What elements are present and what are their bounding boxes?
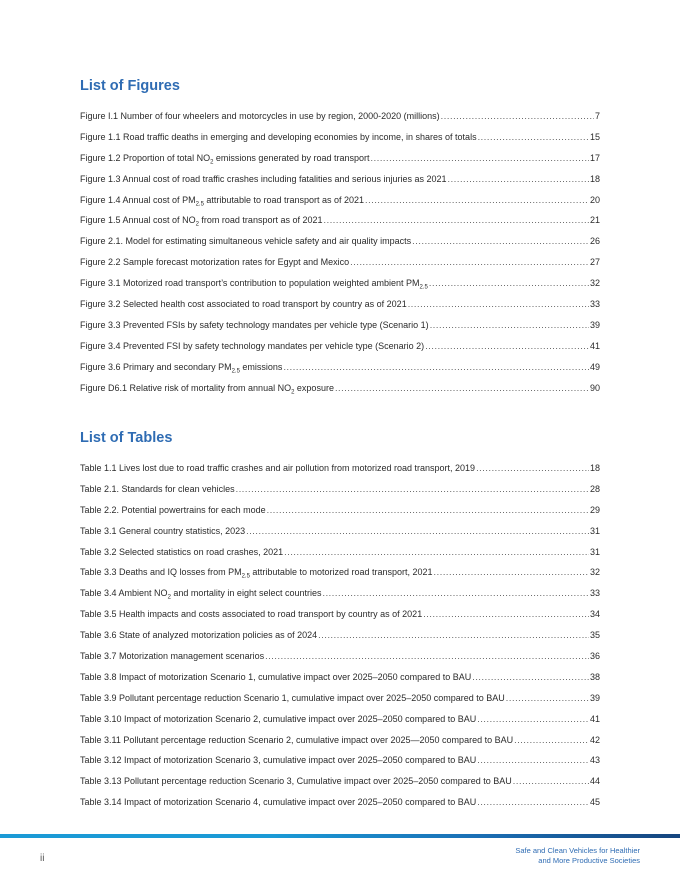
entry-text: Figure 2.1. Model for estimating simultaneous vehicle safety and air quality impacts: [80, 236, 412, 247]
entry-text: Table 3.1 General country statistics, 2023: [80, 525, 246, 536]
entry-text: Figure 1.3 Annual cost of road traffic crashes including fatalities and serious injuries as 2021: [80, 173, 447, 184]
figure-entry[interactable]: [80, 152, 600, 173]
table-entry[interactable]: [80, 775, 600, 796]
table-entry-page-number: 31: [589, 546, 600, 557]
entry-text: Table 2.2. Potential powertrains for each mode: [80, 504, 266, 515]
figure-entry[interactable]: [80, 319, 600, 340]
figure-entry-page-number: 33: [589, 299, 600, 310]
entry-text: Figure I.1 Number of four wheelers and motorcycles in use by region, 2000-2020 (millions): [80, 111, 440, 121]
dot-leader: [324, 214, 589, 226]
table-entry-label: [80, 546, 283, 558]
dot-leader: [434, 566, 589, 578]
table-entry-page-number: 38: [589, 671, 600, 682]
table-entry-label: [80, 504, 266, 516]
figure-entry-page-number: 32: [589, 278, 600, 289]
dot-leader: [477, 796, 589, 808]
entry-text: Table 3.14 Impact of motorization Scenario 4, cumulative impact over 2025–2050 compared to BAU: [80, 797, 477, 808]
dot-leader: [408, 298, 589, 310]
page-number: ii: [40, 853, 45, 864]
running-title-line-2: and More Productive Societies: [538, 855, 640, 865]
entry-text-continued: and mortality in eight select countries: [170, 588, 322, 599]
entry-text-continued: emissions generated by road transport: [213, 152, 370, 163]
entry-text: Table 3.4 Ambient NO: [80, 588, 168, 599]
entry-text: Table 3.10 Impact of motorization Scenario 2, cumulative impact over 2025–2050 compared to BAU: [80, 713, 477, 724]
table-entry[interactable]: [80, 587, 600, 608]
table-entry-page-number: 32: [589, 567, 600, 578]
dot-leader: [425, 340, 589, 352]
table-entry-label: [80, 754, 476, 766]
entry-text: Table 3.9 Pollutant percentage reduction Scenario 1, cumulative impact over 2025–2050 compared to BAU: [80, 692, 505, 703]
dot-leader: [284, 546, 589, 558]
figure-entry[interactable]: [80, 173, 600, 194]
dot-leader: [477, 754, 589, 766]
table-entry[interactable]: [80, 525, 600, 546]
table-entry-label: [80, 608, 422, 620]
dot-leader: [472, 671, 589, 683]
table-entry-page-number: 43: [589, 755, 600, 766]
list-of-tables-heading: List of Tables: [80, 430, 173, 446]
dot-leader: [322, 587, 589, 599]
dot-leader: [412, 235, 589, 247]
entry-text: Table 1.1 Lives lost due to road traffic crashes and air pollution from motorized road transport, 2019: [80, 463, 476, 473]
figure-entry[interactable]: [80, 340, 600, 361]
footer-color-bar: [0, 834, 680, 838]
table-entry[interactable]: [80, 734, 600, 755]
figure-entry[interactable]: [80, 110, 600, 131]
table-entry[interactable]: [80, 566, 600, 587]
entry-text: Figure 2.2 Sample forecast motorization rates for Egypt and Mexico: [80, 257, 350, 268]
figure-entry-label: [80, 235, 411, 247]
entry-text-continued: emissions: [239, 361, 283, 372]
entry-text: Figure 3.2 Selected health cost associated to road transport by country as of 2021: [80, 299, 407, 310]
entry-text: Table 3.12 Impact of motorization Scenario 3, cumulative impact over 2025–2050 compared to BAU: [80, 755, 477, 766]
dot-leader: [476, 462, 589, 474]
dot-leader: [448, 173, 589, 185]
figure-entry-label: [80, 152, 370, 169]
table-entry-page-number: 36: [589, 651, 600, 662]
table-entry[interactable]: [80, 462, 600, 483]
figure-entry-label: [80, 131, 477, 143]
dot-leader: [477, 713, 589, 725]
table-entry-page-number: 39: [589, 692, 600, 703]
table-entry-page-number: 33: [589, 588, 600, 599]
dot-leader: [430, 319, 589, 331]
figure-entry-label: [80, 298, 407, 310]
dot-leader: [318, 629, 589, 641]
table-entry[interactable]: [80, 608, 600, 629]
table-entry[interactable]: [80, 483, 600, 504]
entry-text-continued: exposure: [294, 382, 334, 393]
table-entry-label: [80, 692, 505, 704]
entry-subscript: 2.5: [195, 201, 204, 208]
table-entry-page-number: 18: [589, 463, 600, 473]
figures-list: [80, 110, 600, 402]
dot-leader: [513, 775, 589, 787]
table-entry[interactable]: [80, 650, 600, 671]
table-entry-label: [80, 525, 245, 537]
table-entry-label: [80, 713, 476, 725]
figure-entry-page-number: 20: [589, 194, 600, 205]
figure-entry[interactable]: [80, 361, 600, 382]
figure-entry-page-number: 15: [589, 131, 600, 142]
table-entry-label: [80, 566, 433, 583]
table-entry-page-number: 29: [589, 504, 600, 515]
entry-text: Figure 3.1 Motorized road transport’s contribution to population weighted ambient PM: [80, 278, 420, 289]
entry-text: Figure D6.1 Relative risk of mortality from annual NO: [80, 382, 292, 393]
table-entry[interactable]: [80, 671, 600, 692]
table-entry-label: [80, 650, 264, 662]
dot-leader: [514, 734, 589, 746]
table-entry[interactable]: [80, 754, 600, 775]
figure-entry-page-number: 21: [589, 215, 600, 226]
entry-text-continued: from road transport as of 2021: [198, 215, 323, 226]
figure-entry-page-number: 17: [589, 152, 600, 163]
table-entry[interactable]: [80, 504, 600, 525]
table-entry-page-number: 42: [589, 734, 600, 745]
figure-entry-page-number: 39: [589, 319, 600, 330]
dot-leader: [265, 650, 589, 662]
table-entry-page-number: 41: [589, 713, 600, 724]
table-entry[interactable]: [80, 796, 600, 817]
entry-text: Table 3.2 Selected statistics on road crashes, 2021: [80, 546, 284, 557]
figure-entry-label: [80, 277, 428, 294]
entry-subscript: 2: [210, 159, 214, 166]
entry-text-continued: attributable to road transport as of 2021: [203, 194, 365, 205]
entry-subscript: 2: [195, 221, 199, 228]
entry-text: Table 3.11 Pollutant percentage reduction Scenario 2, cumulative impact over 2025—2050 compared to BAU: [80, 734, 514, 745]
table-entry-page-number: 31: [589, 525, 600, 536]
entry-text: Figure 1.4 Annual cost of PM: [80, 194, 196, 205]
table-entry-page-number: 34: [589, 609, 600, 620]
dot-leader: [350, 256, 589, 268]
table-entry-label: [80, 796, 476, 808]
table-entry[interactable]: [80, 692, 600, 713]
entry-text: Table 3.7 Motorization management scenarios: [80, 651, 265, 662]
entry-text: Table 3.5 Health impacts and costs associated to road transport by country as of 2021: [80, 609, 423, 620]
dot-leader: [371, 152, 589, 164]
entry-subscript: 2.5: [241, 573, 250, 580]
figure-entry-label: [80, 361, 282, 378]
table-entry-label: [80, 462, 475, 474]
figure-entry[interactable]: [80, 194, 600, 215]
entry-subscript: 2.5: [231, 368, 240, 375]
table-entry-page-number: 35: [589, 630, 600, 641]
dot-leader: [365, 194, 589, 206]
dot-leader: [335, 382, 589, 394]
figure-entry[interactable]: [80, 256, 600, 277]
figure-entry[interactable]: [80, 382, 600, 403]
dot-leader: [429, 277, 589, 289]
table-entry-label: [80, 671, 471, 683]
table-entry-label: [80, 734, 513, 746]
entry-subscript: 2.5: [419, 284, 428, 291]
figure-entry-page-number: 41: [589, 340, 600, 351]
entry-text: Table 3.13 Pollutant percentage reduction Scenario 3, Cumulative impact over 2025–2050 compared to BAU: [80, 776, 512, 787]
table-entry-page-number: 45: [589, 797, 600, 808]
figure-entry-page-number: 7: [594, 111, 600, 121]
table-entry[interactable]: [80, 713, 600, 734]
figure-entry-label: [80, 319, 429, 331]
figure-entry-page-number: 26: [589, 236, 600, 247]
entry-text: Table 2.1. Standards for clean vehicles: [80, 483, 235, 494]
entry-text: Figure 1.2 Proportion of total NO: [80, 152, 211, 163]
running-title: [515, 846, 640, 865]
running-title-line-1: Safe and Clean Vehicles for Healthier: [515, 846, 640, 855]
figure-entry-page-number: 49: [589, 361, 600, 372]
dot-leader: [506, 692, 589, 704]
figure-entry[interactable]: [80, 298, 600, 319]
entry-text: Table 3.8 Impact of motorization Scenario 1, cumulative impact over 2025–2050 compared to BAU: [80, 671, 472, 682]
figure-entry[interactable]: [80, 235, 600, 256]
entry-text: Figure 1.1 Road traffic deaths in emerging and developing economies by income, in shares of totals: [80, 131, 477, 142]
dot-leader: [283, 361, 589, 373]
entry-text: Figure 3.6 Primary and secondary PM: [80, 361, 232, 372]
figure-entry-label: [80, 382, 334, 399]
table-entry[interactable]: [80, 629, 600, 650]
figure-entry-label: [80, 110, 440, 122]
table-entry-label: [80, 483, 235, 495]
figure-entry-label: [80, 173, 447, 185]
table-entry-label: [80, 587, 321, 604]
figure-entry-label: [80, 214, 323, 231]
figure-entry[interactable]: [80, 214, 600, 235]
entry-text: Figure 3.4 Prevented FSI by safety technology mandates per vehicle type (Scenario 2): [80, 340, 425, 351]
figure-entry-page-number: 90: [589, 382, 600, 393]
figure-entry-label: [80, 340, 424, 352]
dot-leader: [423, 608, 589, 620]
entry-subscript: 2: [291, 389, 295, 396]
dot-leader: [267, 504, 589, 516]
figure-entry-label: [80, 194, 364, 211]
dot-leader: [441, 110, 594, 122]
figure-entry-label: [80, 256, 349, 268]
table-entry-page-number: 28: [589, 483, 600, 494]
figure-entry[interactable]: [80, 277, 600, 298]
figure-entry-page-number: 27: [589, 257, 600, 268]
tables-list: [80, 462, 600, 817]
dot-leader: [246, 525, 589, 537]
figure-entry[interactable]: [80, 131, 600, 152]
table-entry-label: [80, 775, 512, 787]
dot-leader: [478, 131, 589, 143]
dot-leader: [236, 483, 589, 495]
entry-text-continued: attributable to motorized road transport, 2021: [249, 567, 433, 578]
table-entry-page-number: 44: [589, 776, 600, 787]
entry-text: Table 3.6 State of analyzed motorization policies as of 2024: [80, 630, 318, 641]
entry-text: Figure 3.3 Prevented FSIs by safety technology mandates per vehicle type (Scenario 1): [80, 319, 429, 330]
entry-text: Figure 1.5 Annual cost of NO: [80, 215, 196, 226]
entry-subscript: 2: [167, 594, 171, 601]
table-entry-label: [80, 629, 317, 641]
figure-entry-page-number: 18: [589, 173, 600, 184]
list-of-figures-heading: List of Figures: [80, 78, 180, 94]
table-entry[interactable]: [80, 546, 600, 567]
entry-text: Table 3.3 Deaths and IQ losses from PM: [80, 567, 242, 578]
